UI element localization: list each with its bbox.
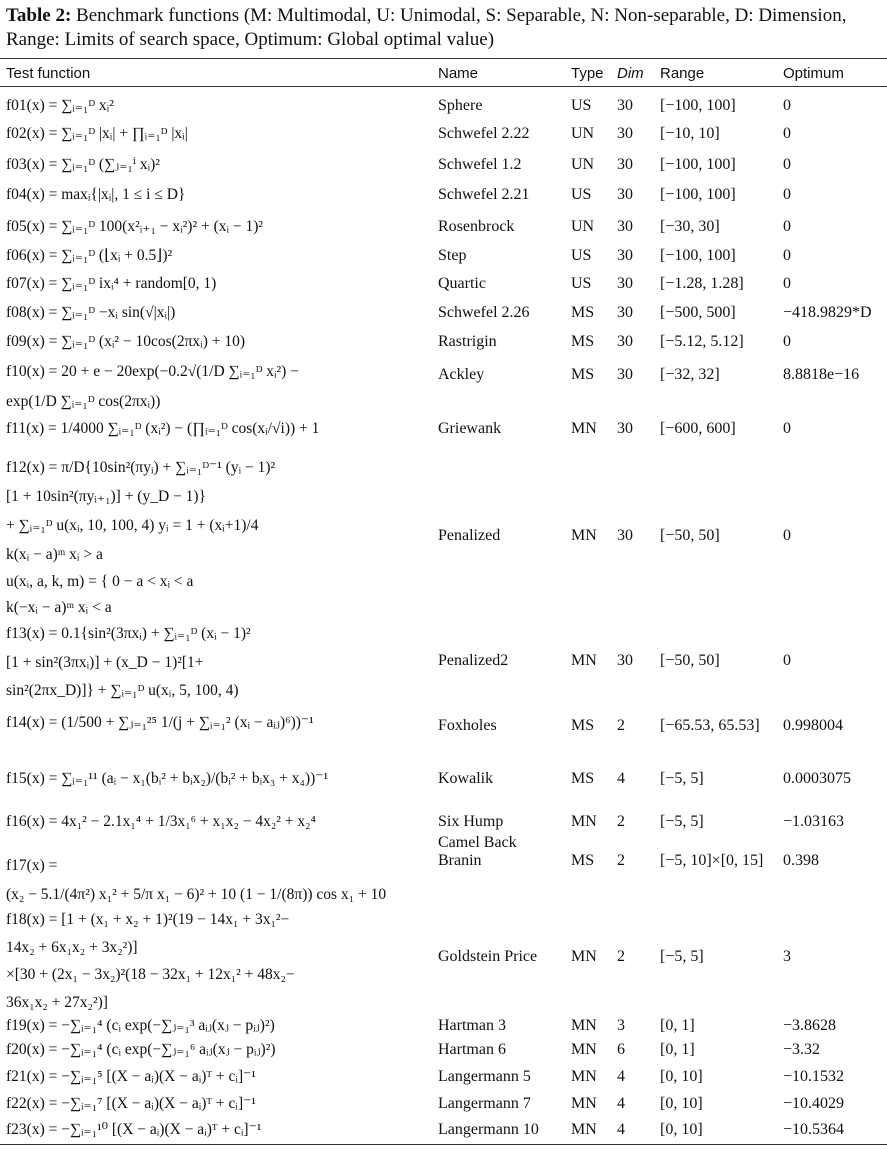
formula-line: 14x₂ + 6x₁x₂ + 3x₂²)] (6, 939, 138, 956)
function-name: Step (438, 247, 467, 264)
function-optimum: 0 (783, 275, 791, 292)
function-type: MS (571, 366, 595, 383)
function-name: Rastrigin (438, 333, 497, 350)
function-range: [0, 1] (660, 1041, 695, 1058)
formula-line: f15(x) = ∑ᵢ₌₁¹¹ (aᵢ − x₁(bᵢ² + bᵢx₂)/(bᵢ² + bᵢx₃ + x₄))⁻¹ (6, 770, 329, 787)
function-dim: 2 (617, 852, 625, 869)
function-range: [−100, 100] (660, 97, 736, 114)
function-dim: 30 (617, 125, 633, 142)
table-caption-label: Table 2: (6, 5, 72, 26)
function-dim: 30 (617, 156, 633, 173)
formula-line: f13(x) = 0.1{sin²(3πxᵢ) + ∑ᵢ₌₁ᴰ (xᵢ − 1)² (6, 625, 251, 642)
function-type: UN (571, 218, 595, 235)
header-name: Name (438, 65, 479, 82)
function-name: Ackley (438, 366, 485, 383)
function-name: Branin (438, 852, 482, 869)
formula-line: f03(x) = ∑ᵢ₌₁ᴰ (∑ⱼ₌₁ⁱ xᵢ)² (6, 156, 160, 173)
function-optimum: 0 (783, 97, 791, 114)
formula-line: k(−xᵢ − a)ᵐ xᵢ < a (6, 599, 112, 616)
function-range: [−5, 10]×[0, 15] (660, 852, 764, 869)
function-type: MN (571, 1121, 597, 1138)
function-range: [−65.53, 65.53] (660, 717, 760, 734)
function-dim: 4 (617, 1068, 625, 1085)
formula-line: f17(x) = (6, 857, 58, 874)
function-range: [−32, 32] (660, 366, 720, 383)
function-name: Penalized (438, 527, 501, 544)
formula-line: f18(x) = [1 + (x₁ + x₂ + 1)²(19 − 14x₁ + 3x₁²− (6, 911, 290, 928)
formula-line: f08(x) = ∑ᵢ₌₁ᴰ −xᵢ sin(√|xᵢ|) (6, 304, 176, 321)
header-test-function: Test function (6, 65, 91, 82)
function-name: Schwefel 2.21 (438, 186, 530, 203)
function-range: [−50, 50] (660, 527, 720, 544)
function-type: US (571, 275, 592, 292)
function-type: MS (571, 304, 595, 321)
formula-line: f07(x) = ∑ᵢ₌₁ᴰ ixᵢ⁴ + random[0, 1) (6, 275, 217, 292)
function-optimum: −10.5364 (783, 1121, 845, 1138)
function-range: [−5, 5] (660, 813, 704, 830)
function-type: US (571, 97, 592, 114)
function-name: Schwefel 2.22 (438, 125, 530, 142)
function-type: MN (571, 1068, 597, 1085)
function-type: MS (571, 852, 595, 869)
function-dim: 30 (617, 247, 633, 264)
function-dim: 2 (617, 717, 625, 734)
function-type: MN (571, 1095, 597, 1112)
function-type: MS (571, 717, 595, 734)
function-optimum: 0 (783, 218, 791, 235)
function-type: MN (571, 1017, 597, 1034)
formula-line: k(xᵢ − a)ᵐ xᵢ > a (6, 546, 103, 563)
function-dim: 30 (617, 652, 633, 669)
function-type: MS (571, 333, 595, 350)
function-type: MN (571, 652, 597, 669)
formula-line: f20(x) = −∑ᵢ₌₁⁴ (cᵢ exp(−∑ⱼ₌₁⁶ aᵢⱼ(xⱼ − pᵢⱼ)²) (6, 1041, 276, 1058)
function-dim: 30 (617, 218, 633, 235)
function-name: Langermann 7 (438, 1095, 531, 1112)
formula-line: f05(x) = ∑ᵢ₌₁ᴰ 100(x²ᵢ₊₁ − xᵢ²)² + (xᵢ − 1)² (6, 218, 264, 235)
function-type: MN (571, 948, 597, 965)
formula-line: 36x₁x₂ + 27x₂²)] (6, 994, 108, 1011)
formula-line: [1 + 10sin²(πyᵢ₊₁)] + (y_D − 1)} (6, 488, 207, 505)
formula-line: f21(x) = −∑ᵢ₌₁⁵ [(X − aᵢ)(X − aᵢ)ᵀ + cᵢ]⁻¹ (6, 1068, 256, 1085)
formula-line: f12(x) = π/D{10sin²(πyᵢ) + ∑ᵢ₌₁ᴰ⁻¹ (yᵢ − 1)² (6, 459, 276, 476)
function-optimum: −3.32 (783, 1041, 821, 1058)
function-range: [−5, 5] (660, 770, 704, 787)
function-range: [0, 10] (660, 1121, 703, 1138)
function-type: MN (571, 1041, 597, 1058)
function-range: [−100, 100] (660, 186, 736, 203)
formula-line: f16(x) = 4x₁² − 2.1x₁⁴ + 1/3x₁⁶ + x₁x₂ − 4x₂² + x₂⁴ (6, 813, 316, 830)
function-type: MN (571, 420, 597, 437)
function-optimum: 0 (783, 247, 791, 264)
formula-line: f09(x) = ∑ᵢ₌₁ᴰ (xᵢ² − 10cos(2πxᵢ) + 10) (6, 333, 246, 350)
formula-line: f19(x) = −∑ᵢ₌₁⁴ (cᵢ exp(−∑ⱼ₌₁³ aᵢⱼ(xⱼ − pᵢⱼ)²) (6, 1017, 275, 1034)
formula-line: f04(x) = maxᵢ{|xᵢ|, 1 ≤ i ≤ D} (6, 186, 186, 203)
formula-line: sin²(2πx_D)]} + ∑ᵢ₌₁ᴰ u(xᵢ, 5, 100, 4) (6, 682, 239, 699)
function-name: Quartic (438, 275, 486, 292)
function-name: Griewank (438, 420, 502, 437)
function-dim: 3 (617, 1017, 625, 1034)
function-type: MN (571, 527, 597, 544)
function-range: [−5.12, 5.12] (660, 333, 744, 350)
function-optimum: −418.9829*D (783, 304, 872, 321)
function-type: UN (571, 125, 595, 142)
function-range: [−1.28, 1.28] (660, 275, 744, 292)
function-dim: 30 (617, 97, 633, 114)
function-range: [−30, 30] (660, 218, 720, 235)
function-range: [−100, 100] (660, 156, 736, 173)
formula-line: + ∑ᵢ₌₁ᴰ u(xᵢ, 10, 100, 4) yᵢ = 1 + (xᵢ+1)/4 (6, 517, 259, 534)
formula-line: ×[30 + (2x₁ − 3x₂)²(18 − 32x₁ + 12x₁² + 48x₂− (6, 966, 295, 983)
function-range: [0, 10] (660, 1095, 703, 1112)
formula-line: f23(x) = −∑ᵢ₌₁¹⁰ [(X − aᵢ)(X − aᵢ)ᵀ + cᵢ]⁻¹ (6, 1121, 262, 1138)
formula-line: f10(x) = 20 + e − 20exp(−0.2√(1/D ∑ᵢ₌₁ᴰ xᵢ²) − (6, 363, 299, 380)
function-optimum: −1.03163 (783, 813, 845, 830)
function-dim: 2 (617, 813, 625, 830)
function-range: [−5, 5] (660, 948, 704, 965)
top-rule (0, 58, 887, 59)
function-type: US (571, 186, 592, 203)
function-optimum: 0 (783, 333, 791, 350)
function-dim: 30 (617, 275, 633, 292)
formula-line: f22(x) = −∑ᵢ₌₁⁷ [(X − aᵢ)(X − aᵢ)ᵀ + cᵢ]⁻¹ (6, 1095, 256, 1112)
function-dim: 4 (617, 770, 625, 787)
header-type: Type (571, 65, 604, 82)
formula-line: f02(x) = ∑ᵢ₌₁ᴰ |xᵢ| + ∏ᵢ₌₁ᴰ |xᵢ| (6, 125, 188, 142)
function-name: Foxholes (438, 717, 497, 734)
function-optimum: 3 (783, 948, 791, 965)
function-name: Penalized2 (438, 652, 509, 669)
function-dim: 30 (617, 527, 633, 544)
formula-line: f11(x) = 1/4000 ∑ᵢ₌₁ᴰ (xᵢ²) − (∏ᵢ₌₁ᴰ cos(xᵢ/√i)) + 1 (6, 420, 320, 437)
function-name: Hartman 6 (438, 1041, 506, 1058)
function-range: [−10, 10] (660, 125, 720, 142)
function-optimum: 0 (783, 652, 791, 669)
function-dim: 2 (617, 948, 625, 965)
formula-line: [1 + sin²(3πxᵢ)] + (x_D − 1)²[1+ (6, 654, 204, 671)
function-optimum: 0 (783, 156, 791, 173)
formula-line: f01(x) = ∑ᵢ₌₁ᴰ xᵢ² (6, 97, 114, 114)
table-caption (6, 4, 881, 52)
function-name: Rosenbrock (438, 218, 515, 235)
function-type: MN (571, 813, 597, 830)
function-range: [0, 10] (660, 1068, 703, 1085)
function-optimum: 0 (783, 420, 791, 437)
function-type: US (571, 247, 592, 264)
header-dim: Dim (617, 65, 644, 82)
formula-line: f06(x) = ∑ᵢ₌₁ᴰ (⌊xᵢ + 0.5⌋)² (6, 247, 173, 264)
function-name: Kowalik (438, 770, 494, 787)
function-dim: 30 (617, 420, 633, 437)
formula-line: (x₂ − 5.1/(4π²) x₁² + 5/π x₁ − 6)² + 10 (1 − 1/(8π)) cos x₁ + 10 (6, 886, 387, 903)
function-name: Schwefel 2.26 (438, 304, 530, 321)
function-name: Schwefel 1.2 (438, 156, 522, 173)
function-type: MS (571, 770, 595, 787)
table-caption-text: Benchmark functions (M: Multimodal, U: Unimodal, S: Separable, N: Non-separable, D: Dimension, Range: Limits of search space, Optimum: Global optimal value) (6, 5, 847, 50)
formula-line: f14(x) = (1/500 + ∑ⱼ₌₁²⁵ 1/(j + ∑ᵢ₌₁² (xᵢ − aᵢⱼ)⁶))⁻¹ (6, 714, 314, 731)
function-optimum: 8.8818e−16 (783, 366, 860, 383)
header-rule (0, 86, 887, 87)
function-optimum: 0 (783, 527, 791, 544)
function-dim: 30 (617, 366, 633, 383)
function-type: UN (571, 156, 595, 173)
function-dim: 30 (617, 333, 633, 350)
function-name: Langermann 10 (438, 1121, 539, 1138)
function-optimum: 0.398 (783, 852, 819, 869)
function-optimum: 0 (783, 125, 791, 142)
function-optimum: −10.1532 (783, 1068, 845, 1085)
function-optimum: 0 (783, 186, 791, 203)
bottom-rule (0, 1144, 887, 1145)
function-name: Sphere (438, 97, 483, 114)
function-range: [0, 1] (660, 1017, 695, 1034)
formula-line: u(xᵢ, a, k, m) = { 0 − a < xᵢ < a (6, 573, 194, 590)
function-range: [−100, 100] (660, 247, 736, 264)
function-range: [−600, 600] (660, 420, 736, 437)
function-name: Hartman 3 (438, 1017, 506, 1034)
function-name: Six Hump (438, 813, 504, 830)
function-optimum: −10.4029 (783, 1095, 845, 1112)
function-range: [−50, 50] (660, 652, 720, 669)
function-name: Langermann 5 (438, 1068, 531, 1085)
function-optimum: 0.0003075 (783, 770, 851, 787)
function-dim: 4 (617, 1121, 625, 1138)
header-range: Range (660, 65, 705, 82)
formula-line: exp(1/D ∑ᵢ₌₁ᴰ cos(2πxᵢ)) (6, 393, 161, 410)
function-optimum: 0.998004 (783, 717, 843, 734)
function-optimum: −3.8628 (783, 1017, 837, 1034)
function-dim: 6 (617, 1041, 625, 1058)
function-name: Goldstein Price (438, 948, 538, 965)
function-dim: 4 (617, 1095, 625, 1112)
function-dim: 30 (617, 186, 633, 203)
function-name: Camel Back (438, 834, 517, 851)
header-optimum: Optimum (783, 65, 844, 82)
function-dim: 30 (617, 304, 633, 321)
function-range: [−500, 500] (660, 304, 736, 321)
